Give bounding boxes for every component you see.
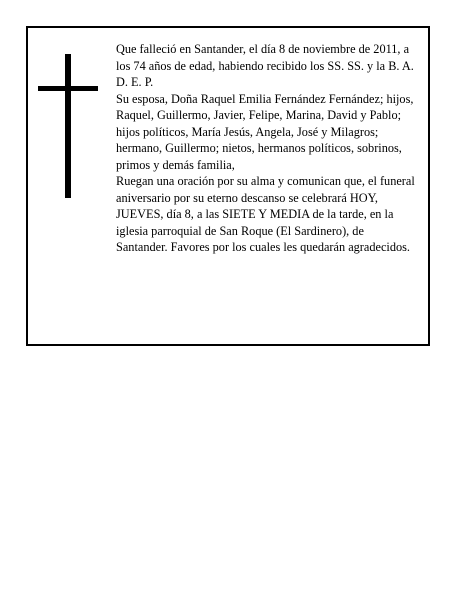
death-statement: Que falleció en Santander, el día 8 de noviembre de 2011, a los 74 años de edad, habiendo recibido los SS. SS. y la B. A. xyxy=(116,42,414,73)
rip-line: D. E. P. xyxy=(116,75,154,89)
family-list: Su esposa, Doña Raquel Emilia Fernández Fernández; hijos, Raquel, Guillermo, Javier, Felipe, Marina, David y Pablo; hijos políticos, María Jesús, Angela, José y Milagros; hermano, Guillermo; nietos, hermanos políticos, sobrinos, primos y demás familia, xyxy=(116,91,414,172)
funeral-announcement: Ruegan una oración por su alma y comunican que, el funeral aniversario por su eterno descanso se celebrará HOY, JUEVES, día 8, a las SIETE Y MEDIA de la tarde, en la iglesia parroquial de San Roque (El Sardinero), de Santander. Favores por los cuales les quedarán agradecidos. xyxy=(116,174,415,254)
cross-horizontal-bar xyxy=(38,86,98,91)
cross-icon xyxy=(38,54,98,198)
obituary-notice xyxy=(26,26,430,346)
cross-vertical-bar xyxy=(65,54,71,198)
notice-text xyxy=(116,41,416,256)
